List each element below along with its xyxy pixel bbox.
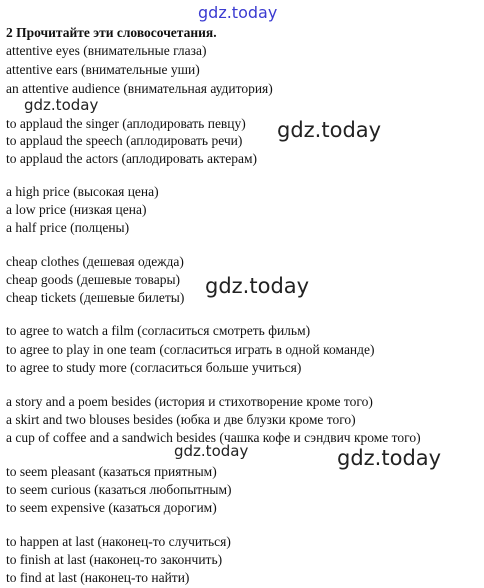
phrase-line: a story and a poem besides (история и стихотворение кроме того) xyxy=(6,394,373,409)
phrase-line: to agree to study more (согласиться больше учиться) xyxy=(6,360,302,375)
phrase-line: to finish at last (наконец-то закончить) xyxy=(6,552,223,567)
watermark: gdz.today xyxy=(205,274,310,298)
phrase-line: cheap goods (дешевые товары) xyxy=(6,272,181,287)
phrase-line: a cup of coffee and a sandwich besides (чашка кофе и сэндвич кроме того) xyxy=(6,430,421,445)
phrase-line: to happen at last (наконец-то случиться) xyxy=(6,534,231,549)
phrase-line: a high price (высокая цена) xyxy=(6,184,159,199)
phrase-line: cheap tickets (дешевые билеты) xyxy=(6,290,185,305)
watermark: gdz.today xyxy=(174,442,249,460)
phrase-line: to applaud the speech (аплодировать речи) xyxy=(6,133,243,148)
phrase-line: to agree to watch a film (согласиться смотреть фильм) xyxy=(6,323,311,338)
phrase-line: attentive eyes (внимательные глаза) xyxy=(6,43,207,58)
watermark: gdz.today xyxy=(277,118,382,142)
phrase-line: to applaud the actors (аплодировать актерам) xyxy=(6,151,258,166)
phrase-line: a half price (полцены) xyxy=(6,220,130,235)
phrase-line: to find at last (наконец-то найти) xyxy=(6,570,190,585)
phrase-line: a skirt and two blouses besides (юбка и две блузки кроме того) xyxy=(6,412,356,427)
watermark: gdz.today xyxy=(24,96,99,114)
phrase-line: an attentive audience (внимательная аудитория) xyxy=(6,81,273,96)
watermark-top: gdz.today xyxy=(198,3,278,22)
phrase-line: to applaud the singer (аплодировать певцу) xyxy=(6,116,246,131)
phrase-line: to agree to play in one team (согласиться играть в одной команде) xyxy=(6,342,375,357)
exercise-title: 2 Прочитайте эти словосочетания. xyxy=(6,25,217,40)
phrase-line: to seem pleasant (казаться приятным) xyxy=(6,464,217,479)
phrase-line: to seem curious (казаться любопытным) xyxy=(6,482,232,497)
watermark: gdz.today xyxy=(337,446,442,470)
phrase-line: cheap clothes (дешевая одежда) xyxy=(6,254,184,269)
phrase-line: a low price (низкая цена) xyxy=(6,202,147,217)
phrase-line: to seem expensive (казаться дорогим) xyxy=(6,500,217,515)
phrase-line: attentive ears (внимательные уши) xyxy=(6,62,200,77)
